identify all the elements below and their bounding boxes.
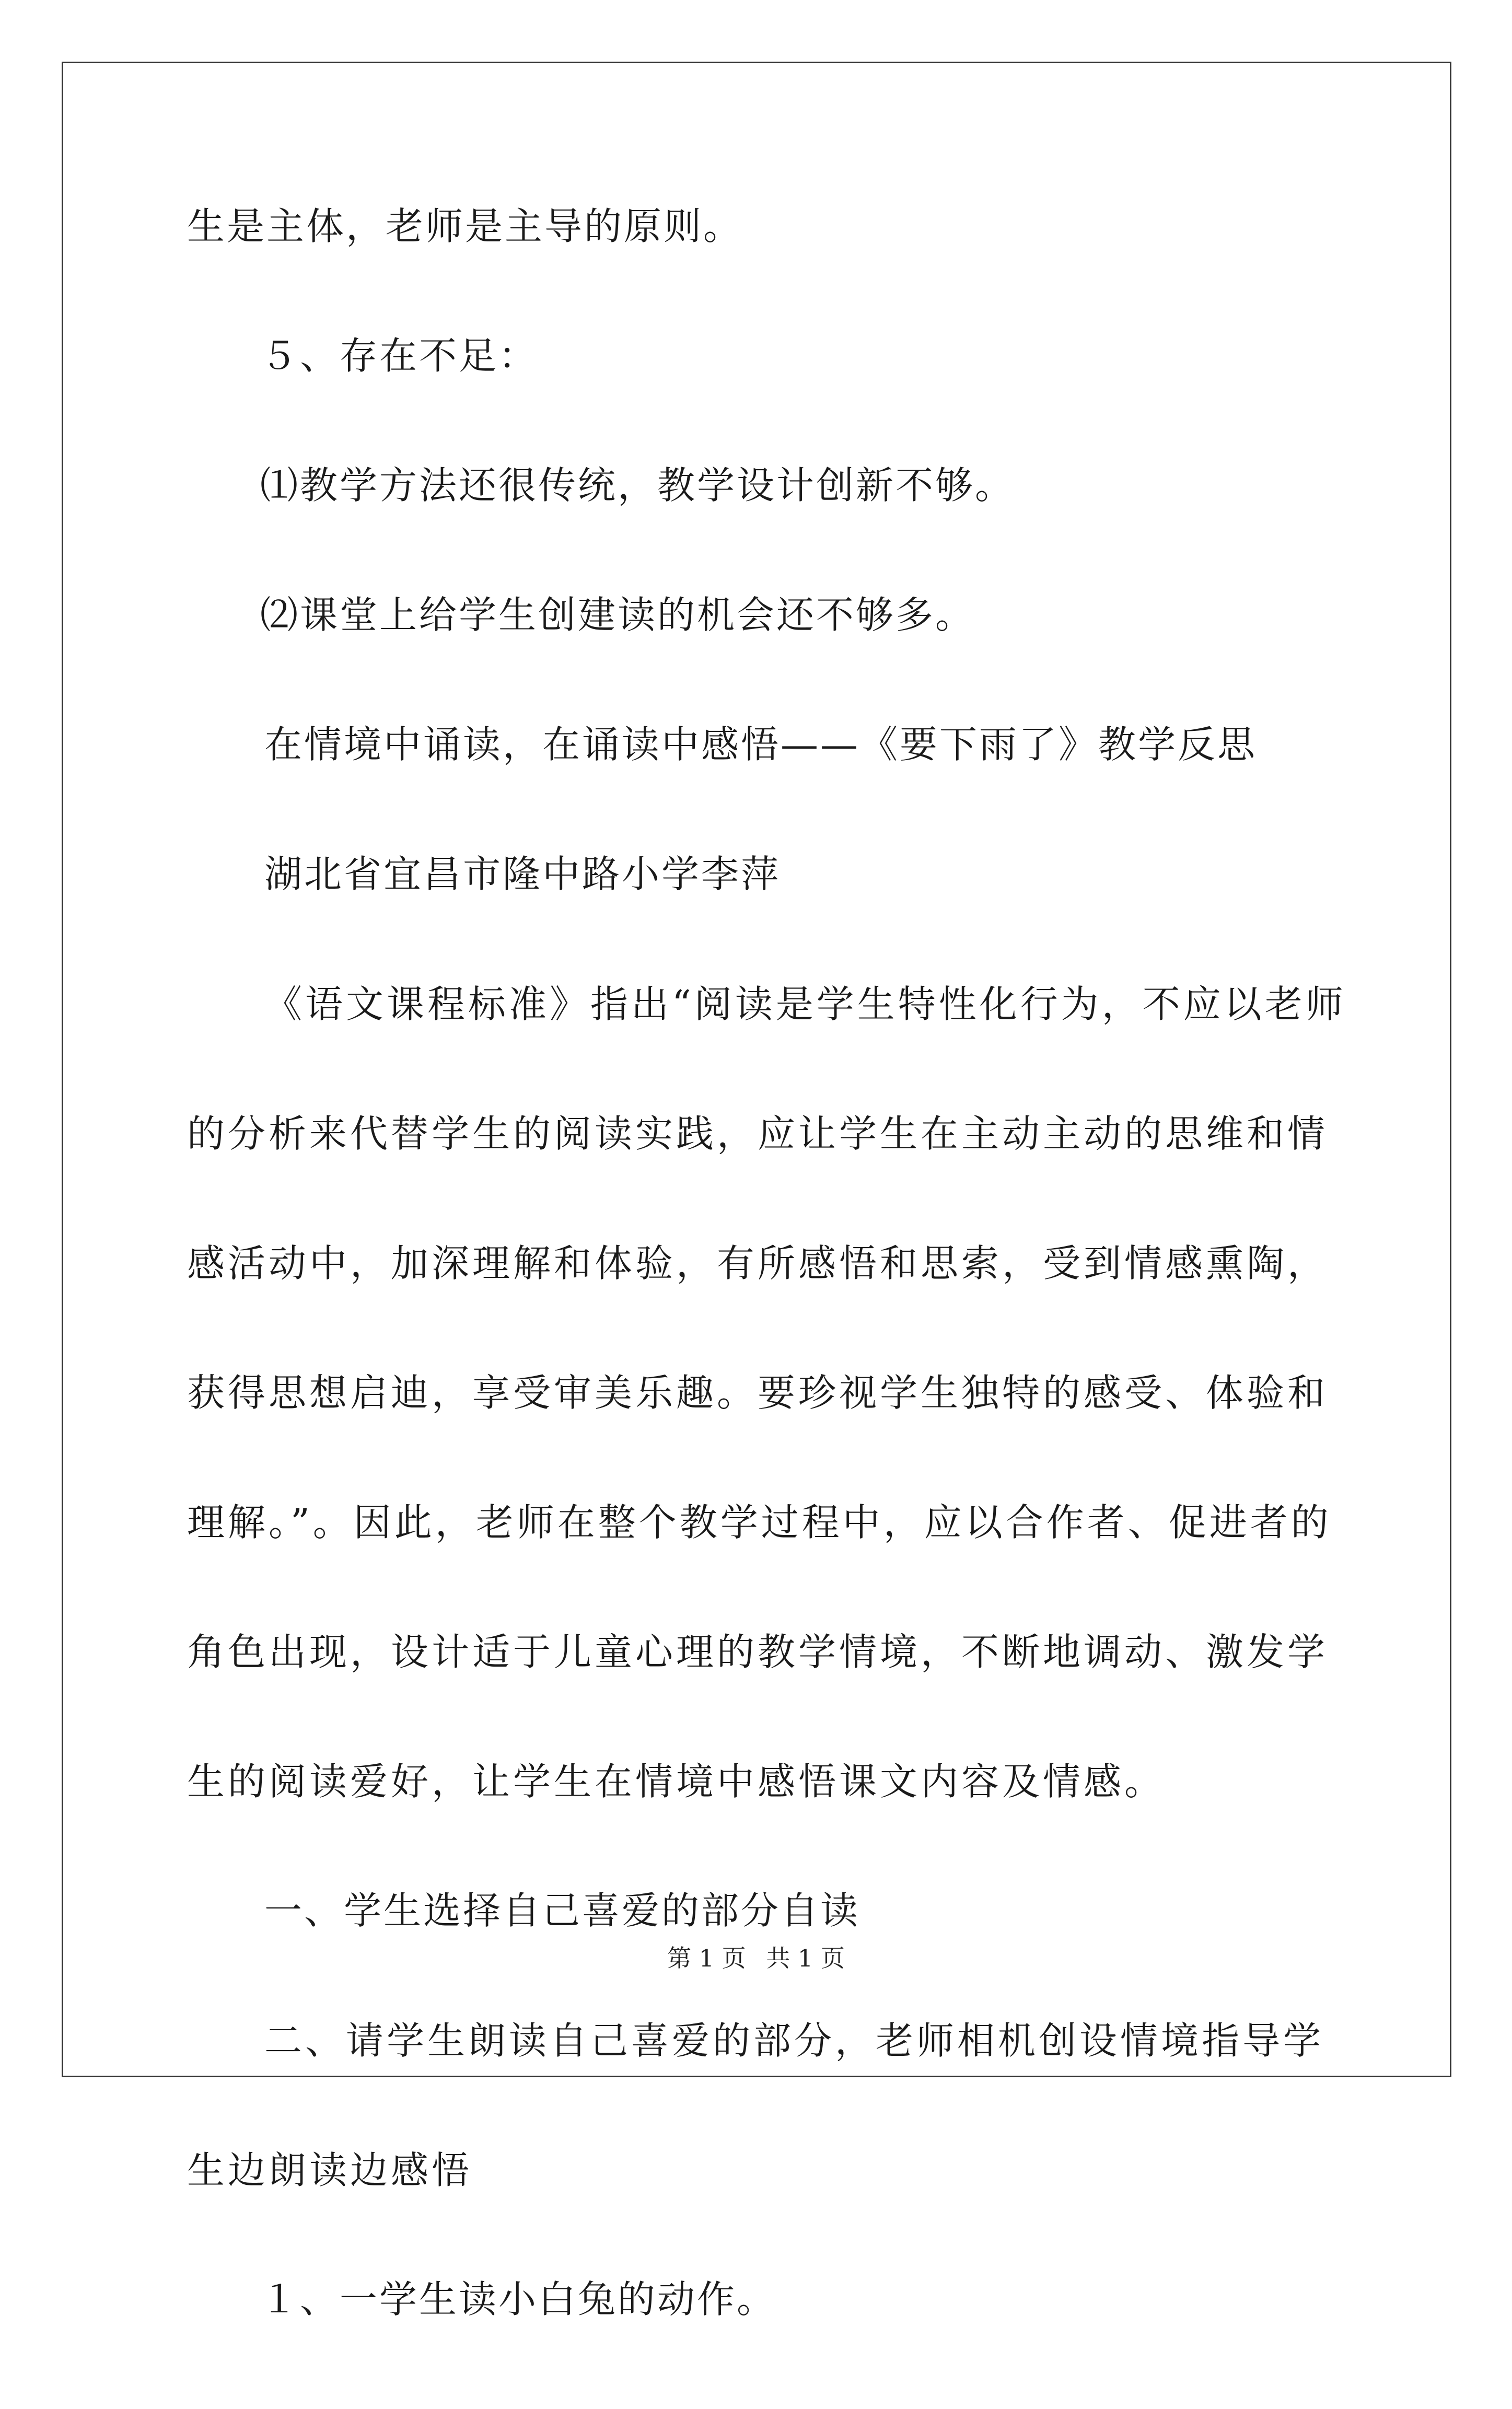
paragraph-4: ⑵课堂上给学生创建读的机会还不够多。 bbox=[260, 593, 975, 637]
page-total: 共 1 页 bbox=[766, 1944, 845, 1972]
paragraph-10: １、一学生读小白兔的动作。 bbox=[260, 2277, 777, 2321]
paragraph-8: 一、学生选择自己喜爱的部分自读 bbox=[264, 1889, 860, 1933]
page-footer bbox=[0, 1945, 1512, 1972]
article-title: 在情境中诵读，在诵读中感悟——《要下雨了》教学反思 bbox=[264, 723, 1258, 766]
paragraph-7 bbox=[187, 939, 1363, 1846]
paragraph-1: 生是主体，老师是主导的原则。 bbox=[187, 204, 743, 248]
paragraph-9 bbox=[187, 1976, 1363, 2235]
page-number: 第 1 页 bbox=[667, 1944, 746, 1972]
paragraph-2: ５、存在不足： bbox=[260, 334, 539, 378]
document-body bbox=[187, 206, 1363, 2409]
paragraph-7-text: 《语文课程标准》指出“阅读是学生特性化行为，不应以老师的分析来代替学生的阅读实践，应让学生在主动主动的思维和情感活动中，加深理解和体验，有所感悟和思索，受到情感熏陶，获得思想启迪，享受审美乐趣。要珍视学生独特的感受、体验和理解。”。因此，老师在整个教学过程中，应以合作者、促进者的角色出现，设计适于儿童心理的教学情境，不断地调动、激发学生的阅读爱好，让学生在情境中感悟课文内容及情感。 bbox=[187, 982, 1346, 1803]
paragraph-9-text: 二、请学生朗读自己喜爱的部分，老师相机创设情境指导学生边朗读边感悟 bbox=[187, 2019, 1324, 2192]
author-line: 湖北省宜昌市隆中路小学李萍 bbox=[264, 852, 781, 896]
paragraph-3: ⑴教学方法还很传统，教学设计创新不够。 bbox=[260, 463, 1015, 507]
